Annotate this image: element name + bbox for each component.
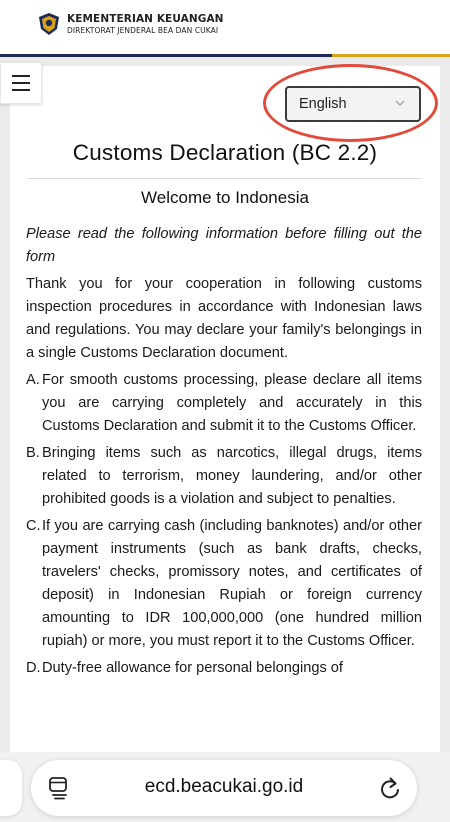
page-title: Customs Declaration (BC 2.2) [72,140,378,165]
list-item-text: Bringing items such as narcotics, illegal drugs, items related to terrorism, money laundering, and/or other prohibited goods is a violation and subject to penalties. [42,445,422,507]
list-item [26,657,422,680]
list-item-marker: D. [26,660,41,676]
page-subtitle: Welcome to Indonesia [141,188,309,207]
list-item-marker: C. [26,518,41,534]
url-text[interactable]: ecd.beacukai.go.id [144,776,304,797]
back-tab-button[interactable] [0,760,22,816]
language-select-value: English [299,96,347,112]
list-item-text: For smooth customs processing, please declare all items you are carrying completely and accurately in this Customs Declaration and submit it to the Customs Officer. [42,372,422,434]
menu-icon-bar [12,89,30,91]
menu-icon-bar [12,82,30,84]
chevron-down-icon [395,98,405,108]
site-header [0,0,450,54]
directorate-name: DIREKTORAT JENDERAL BEA DAN CUKAI [67,26,219,35]
list-item-marker: A. [26,372,40,388]
title-divider [27,178,422,179]
language-select[interactable] [285,86,421,122]
list-item [26,442,422,511]
instruction-text: Please read the following information before filling out the form [26,226,422,265]
intro-paragraph: Thank you for your cooperation in following customs inspection procedures in accordance with Indonesian laws and regulations. You may declare your family's belongings in a single Customs Declaration document. [26,276,422,361]
organization-name-block [67,13,224,36]
list-item-text: Duty-free allowance for personal belongings of [42,660,343,676]
tabs-icon[interactable] [48,776,70,800]
declaration-info [26,223,422,680]
ministry-name: KEMENTERIAN KEUANGAN [67,13,224,25]
ministry-emblem-icon [37,12,61,36]
menu-button[interactable] [0,62,42,104]
list-item [26,515,422,653]
menu-icon-bar [12,75,30,77]
list-item [26,369,422,438]
reload-icon[interactable] [378,775,402,801]
list-item-marker: B. [26,445,40,461]
list-item-text: If you are carrying cash (including banknotes) and/or other payment instruments (such as bank drafts, checks, travelers' checks, promissory notes, and certificates of deposit) in Indonesian Rupiah or foreign currency amounting to IDR 100,000,000 (one hundred million rupiah) or more, you must report it to the Customs Officer. [42,518,422,649]
